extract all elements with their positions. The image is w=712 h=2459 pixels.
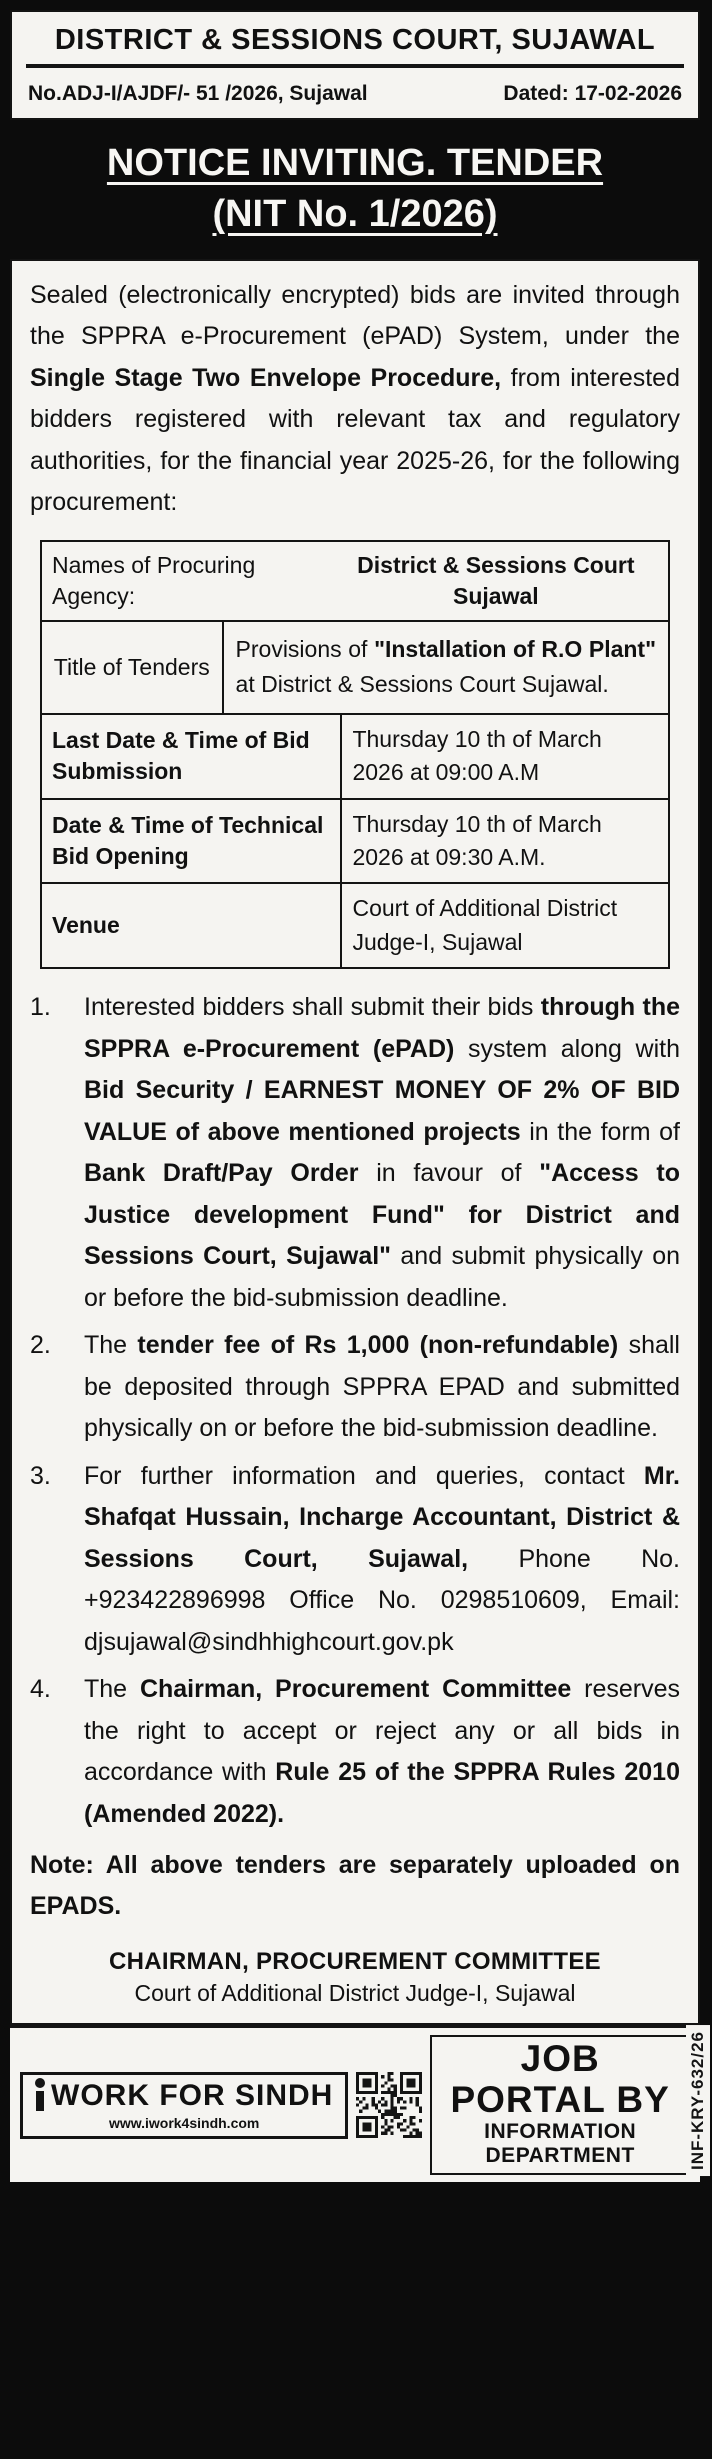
brand-row — [35, 2078, 333, 2113]
row-value-bid-submission: Thursday 10 th of March 2026 at 09:00 A.M — [352, 726, 602, 786]
banner-line-2: (NIT No. 1/2026) — [212, 192, 498, 235]
list-item-number: 4. — [30, 1675, 51, 1704]
list-item-number: 3. — [30, 1461, 51, 1490]
header-meta — [26, 82, 684, 106]
iworkforsindh-logo — [20, 2072, 348, 2139]
signature-title: CHAIRMAN, PROCUREMENT COMMITTEE — [109, 1948, 601, 1976]
brand-url: www.iwork4sindh.com — [108, 2114, 260, 2131]
note-paragraph: Note: All above tenders are separately uploaded on EPADS. — [30, 1851, 680, 1920]
row-label-bid-opening: Date & Time of Technical Bid Opening — [42, 800, 342, 883]
signature-court: Court of Additional District Judge-I, Sujawal — [134, 1980, 576, 2007]
row-value-title-of-tenders: Provisions of "Installation of R.O Plant" at District & Sessions Court Sujawal. — [235, 635, 656, 698]
brand-text: WORK FOR SINDH — [51, 2078, 334, 2112]
header — [10, 10, 700, 120]
list-item-text: The tender fee of Rs 1,000 (non-refundable) shall be deposited through SPPRA EPAD and submitted physically on or before the bid-submission deadline. — [84, 1331, 680, 1443]
court-title: DISTRICT & SESSIONS COURT, SUJAWAL — [26, 24, 684, 68]
table-row — [42, 713, 668, 798]
list-item-text: Interested bidders shall submit their bids through the SPPRA e-Procurement (ePAD) system along with Bid Security / EARNEST MONEY OF 2% OF BID VALUE of above mentioned projects in the form of Bank Draft/Pay Order in favour of "Access to Justice development Fund" for District and Sessions Court, Sujawal" and submit physically on or before the bid-submission deadline. — [84, 993, 681, 1312]
table-row — [42, 542, 668, 620]
row-label-procuring-agency: Names of Procuring Agency: — [52, 551, 256, 609]
row-label-title-of-tenders: Title of Tenders — [42, 622, 224, 713]
row-label-venue: Venue — [42, 884, 342, 967]
tender-details-table — [40, 540, 670, 969]
job-portal-line: JOB PORTAL BY — [450, 2038, 670, 2120]
notice-title-banner — [10, 120, 700, 258]
job-portal-box — [430, 2035, 690, 2175]
table-row — [42, 620, 668, 713]
list-item — [30, 1325, 680, 1450]
list-item — [30, 1456, 680, 1664]
list-item — [30, 987, 680, 1319]
list-item-text: For further information and queries, contact Mr. Shafqat Hussain, Incharge Accountant, District & Sessions Court, Sujawal, Phone No. +923422896998 Office No. 0298510609, Email: djsujawal@sindhhighcourt.gov.pk — [84, 1461, 680, 1656]
press-reference-label: INF-KRY-632/26 — [686, 2025, 710, 2176]
banner-line-1: NOTICE INVITING. TENDER — [106, 142, 604, 185]
row-value-procuring-agency: District & Sessions Court Sujawal — [357, 551, 635, 609]
table-row — [42, 798, 668, 883]
reference-number: No.ADJ-I/AJDF/- 51 /2026, Sujawal — [28, 82, 368, 106]
conditions-list — [30, 987, 680, 1835]
row-value-venue: Court of Additional District Judge-I, Sujawal — [352, 895, 618, 955]
row-label-bid-submission: Last Date & Time of Bid Submission — [42, 715, 342, 798]
information-department-line: INFORMATION DEPARTMENT — [484, 2120, 637, 2168]
list-item-number: 1. — [30, 993, 51, 1022]
iworkforsindh-i-icon — [35, 2078, 45, 2113]
signature-block — [30, 1948, 680, 2007]
notice-body — [10, 259, 700, 2025]
qr-code-icon — [356, 2072, 422, 2138]
list-item-text: The Chairman, Procurement Committee reserves the right to accept or reject any or all bids in accordance with Rule 25 of the SPPRA Rules 2010 (Amended 2022). — [84, 1675, 681, 1828]
footer-banner — [10, 2025, 700, 2182]
notice-date: Dated: 17-02-2026 — [503, 82, 682, 106]
row-value-bid-opening: Thursday 10 th of March 2026 at 09:30 A.M. — [352, 810, 602, 871]
table-row — [42, 882, 668, 967]
list-item — [30, 1669, 680, 1835]
intro-paragraph: Sealed (electronically encrypted) bids are invited through the SPPRA e-Procurement (ePAD) System, under the Single Stage Two Envelope Procedure, from interested bidders registered with relevant tax and regulatory authorities, for the financial year 2025-26, for the following procurement: — [30, 280, 680, 517]
list-item-number: 2. — [30, 1331, 51, 1360]
